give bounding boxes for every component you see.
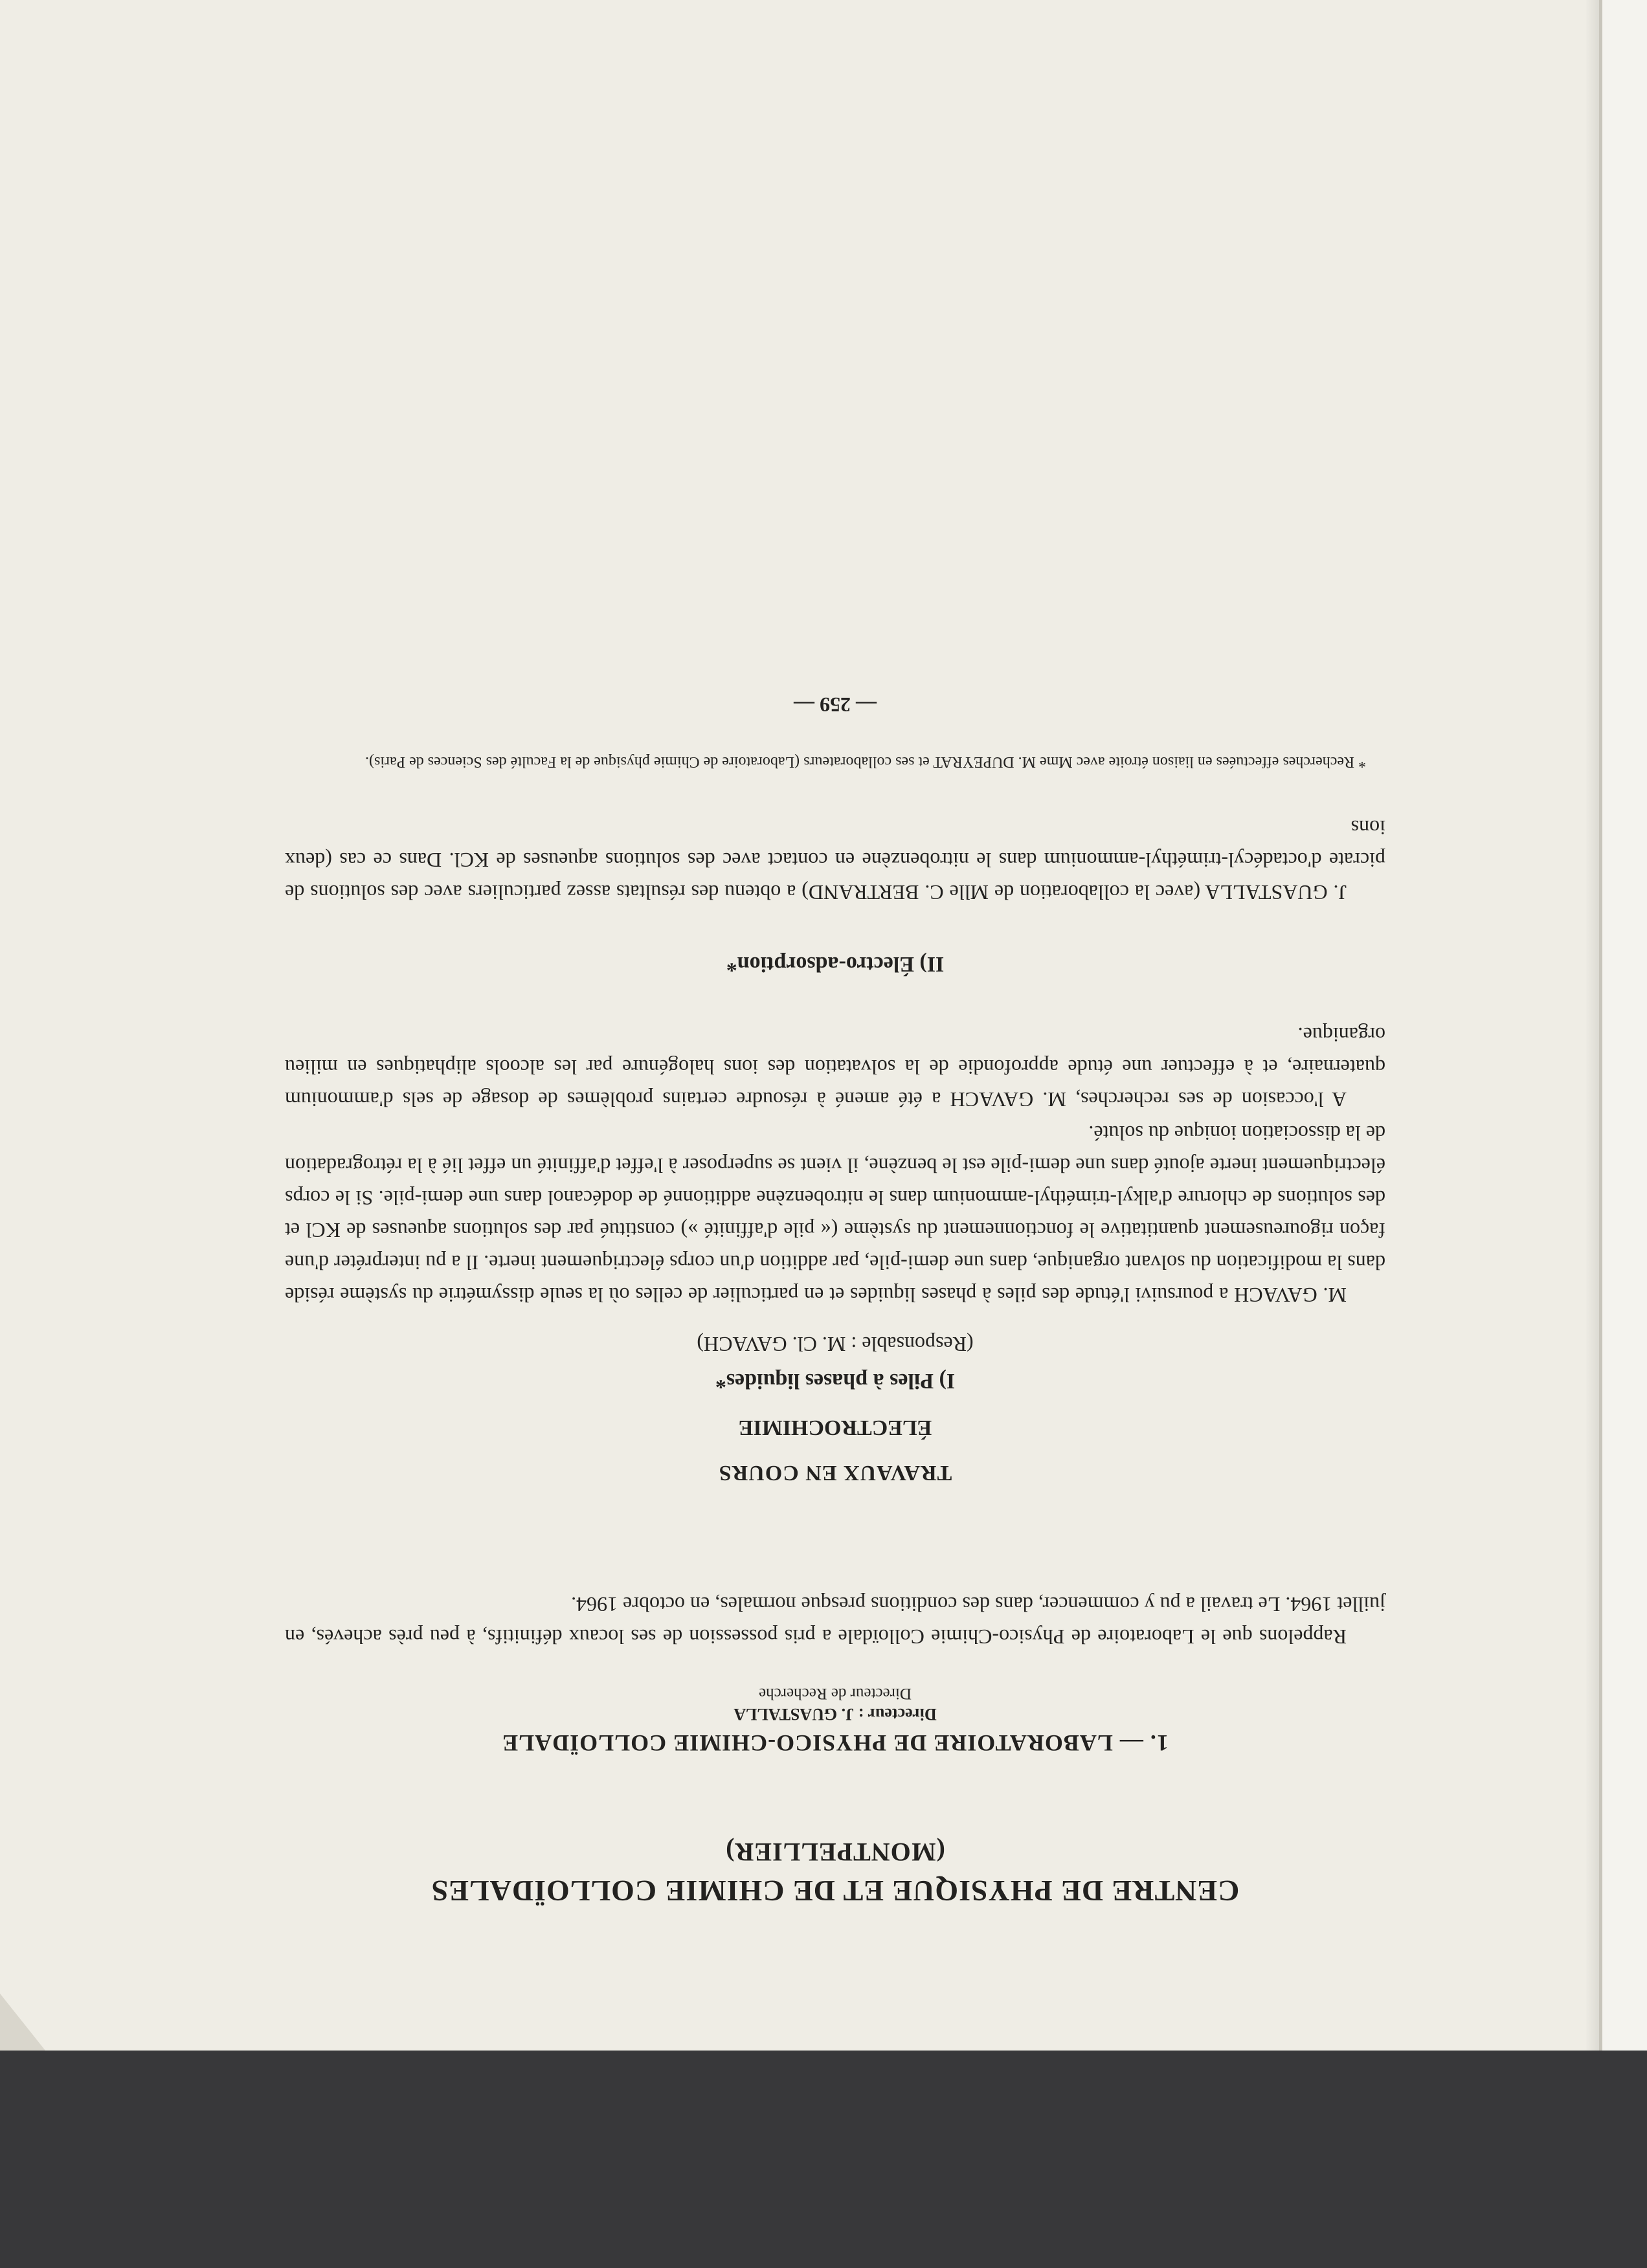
folded-corner bbox=[0, 1994, 45, 2051]
electro-adsorption-paragraph: J. GUASTALLA (avec la collaboration de Mlle C. BERTRAND) a obtenu des résultats assez particuliers avec des solutions de picrate d'octadécyl-triméthyl-ammonium dans le nitrobenzène en contact avec des solutions aqueuses de KCl. Dans ce cas (deux ions bbox=[285, 816, 1385, 904]
subsection-piles-title: I) Piles à phases liquides* bbox=[715, 1369, 956, 1393]
adjacent-page-edge bbox=[1599, 0, 1647, 2051]
lab-heading: 1. — LABORATOIRE DE PHYSICO-CHIMIE COLLOÏDALE bbox=[502, 1730, 1169, 1756]
page-title: CENTRE DE PHYSIQUE ET DE CHIMIE COLLOÏDALES bbox=[431, 1874, 1240, 1907]
piles-paragraph-1: M. GAVACH a poursuivi l'étude des piles à phases liquides et en particulier de celles où la seule dissymétrie du système réside dans la modification du solvant organique, dans une demi-pile, par addition d'un corps électriquement inerte. Il a pu interpréter d'une façon rigoureusement quantitative le fonctionnement du système (« pile d'affinité ») constitué par des solutions aqueuses de KCl et des solutions de chlorure d'alkyl-triméthyl-ammonium dans le nitrobenzène additionné de dodécanol dans une demi-pile. Si le corps électriquement inerte ajouté dans une demi-pile est le benzène, il vient se superposer à l'effet d'affinité un effet lié à la rétrogradation de la dissociation ionique du soluté. bbox=[285, 1122, 1385, 1307]
piles-paragraph-2: A l'occasion de ses recherches, M. GAVACH a été amené à résoudre certains problèmes de dosage de sels d'ammonium quaternaire, et à effectuer une étude approfondie de la solvatation des ions halogénure par les alcools aliphatiques en milieu organique. bbox=[285, 1023, 1385, 1111]
subsection-electro-adsorption-title: II) Électro-adsorption* bbox=[726, 952, 945, 976]
page-content-upside-down bbox=[285, 194, 1385, 1909]
scanner-background bbox=[0, 2051, 1647, 2268]
subsection-responsable: (Responsable : M. Cl. GAVACH) bbox=[697, 1333, 974, 1356]
director-line: Directeur : J. GUASTALLA bbox=[734, 1705, 937, 1724]
city-subtitle: (MONTPELLIER) bbox=[725, 1838, 945, 1867]
paper-edge-shadow bbox=[1585, 0, 1599, 2051]
director-role: Directeur de Recherche bbox=[759, 1685, 912, 1702]
section-electrochimie: ÉLECTROCHIMIE bbox=[738, 1416, 932, 1440]
intro-paragraph: Rappelons que le Laboratoire de Physico-Chimie Colloïdale a pris possession de ses locaux définitifs, à peu près achevés, en juillet 1964. Le travail a pu y commencer, dans des conditions presque normales, en octobre 1964. bbox=[285, 1593, 1385, 1649]
footnote: * Recherches effectuées en liaison étroite avec Mme M. DUPEYRAT et ses collaborateurs (Laboratoire de Chimie physique de la Faculté des Sciences de Paris). bbox=[365, 753, 1366, 770]
page-number: — 259 — bbox=[794, 693, 877, 717]
travaux-heading: TRAVAUX EN COURS bbox=[718, 1461, 952, 1485]
